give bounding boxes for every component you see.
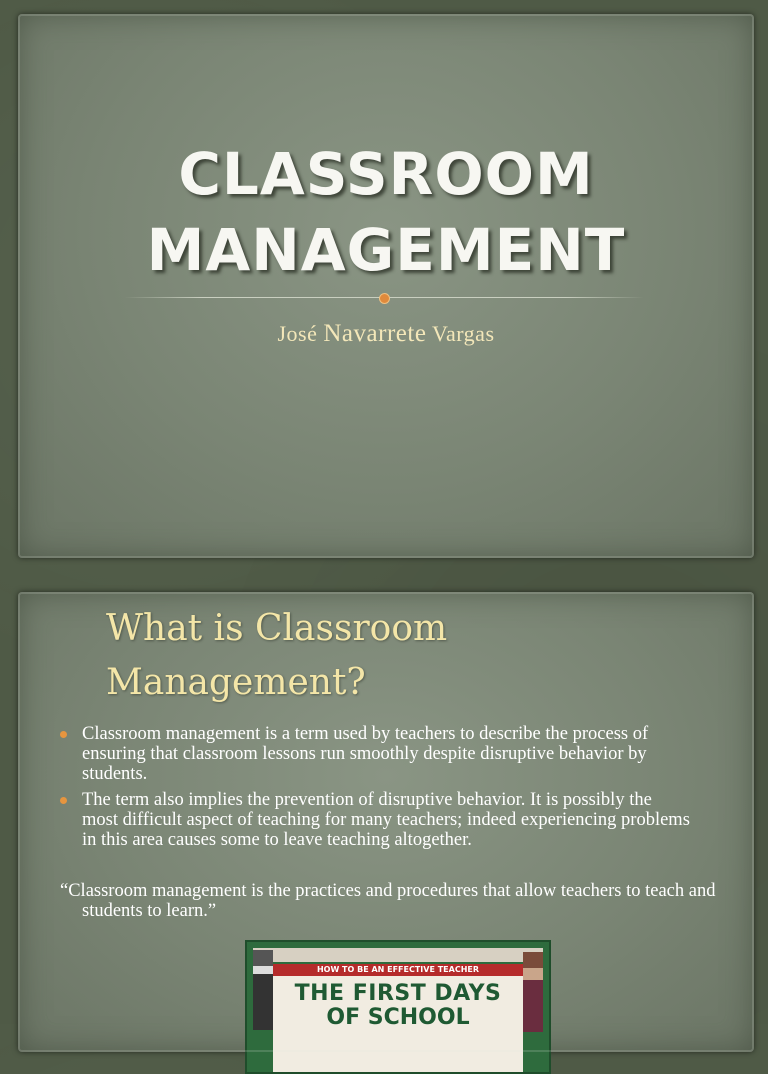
book-cover-image bbox=[245, 940, 551, 1074]
book-top-strip bbox=[253, 948, 543, 962]
title-line-1: CLASSROOM bbox=[178, 140, 594, 208]
bullet-item bbox=[60, 724, 690, 784]
author-first-name: José bbox=[277, 321, 318, 346]
slide-heading bbox=[106, 602, 666, 710]
bullet-text: The term also implies the prevention of disruptive behavior. It is possibly the most difficult aspect of teaching for many teachers; indeed experiencing problems in this area causes some to leave teaching altogether. bbox=[82, 790, 690, 850]
author-last-name: Vargas bbox=[432, 321, 495, 346]
content-slide bbox=[18, 592, 754, 1052]
book-photo-right bbox=[523, 952, 543, 1032]
author-middle-name: Navarrete bbox=[323, 320, 427, 347]
book-title-line-2: OF SCHOOL bbox=[326, 1005, 470, 1030]
book-title-line-1: THE FIRST DAYS bbox=[294, 981, 502, 1006]
definition-quote: “Classroom management is the practices and procedures that allow teachers to teach and students to learn.” bbox=[60, 881, 716, 921]
heading-line-1: What is Classroom bbox=[106, 608, 448, 649]
heading-line-2: Management? bbox=[106, 662, 366, 703]
title-line-2: MANAGEMENT bbox=[146, 216, 626, 284]
book-banner: HOW TO BE AN EFFECTIVE TEACHER bbox=[273, 964, 523, 976]
divider-dot-icon bbox=[379, 293, 390, 304]
author-name bbox=[18, 320, 754, 348]
bullet-text: Classroom management is a term used by teachers to describe the process of ensuring that classroom lessons run smoothly despite disruptive behavior by students. bbox=[82, 724, 649, 784]
presentation-title bbox=[18, 136, 754, 288]
bullet-item bbox=[60, 790, 690, 850]
bullet-dot-icon bbox=[60, 797, 67, 804]
bullet-dot-icon bbox=[60, 731, 67, 738]
bullet-list bbox=[60, 724, 690, 856]
title-slide bbox=[18, 14, 754, 558]
book-photo-left bbox=[253, 950, 273, 1030]
